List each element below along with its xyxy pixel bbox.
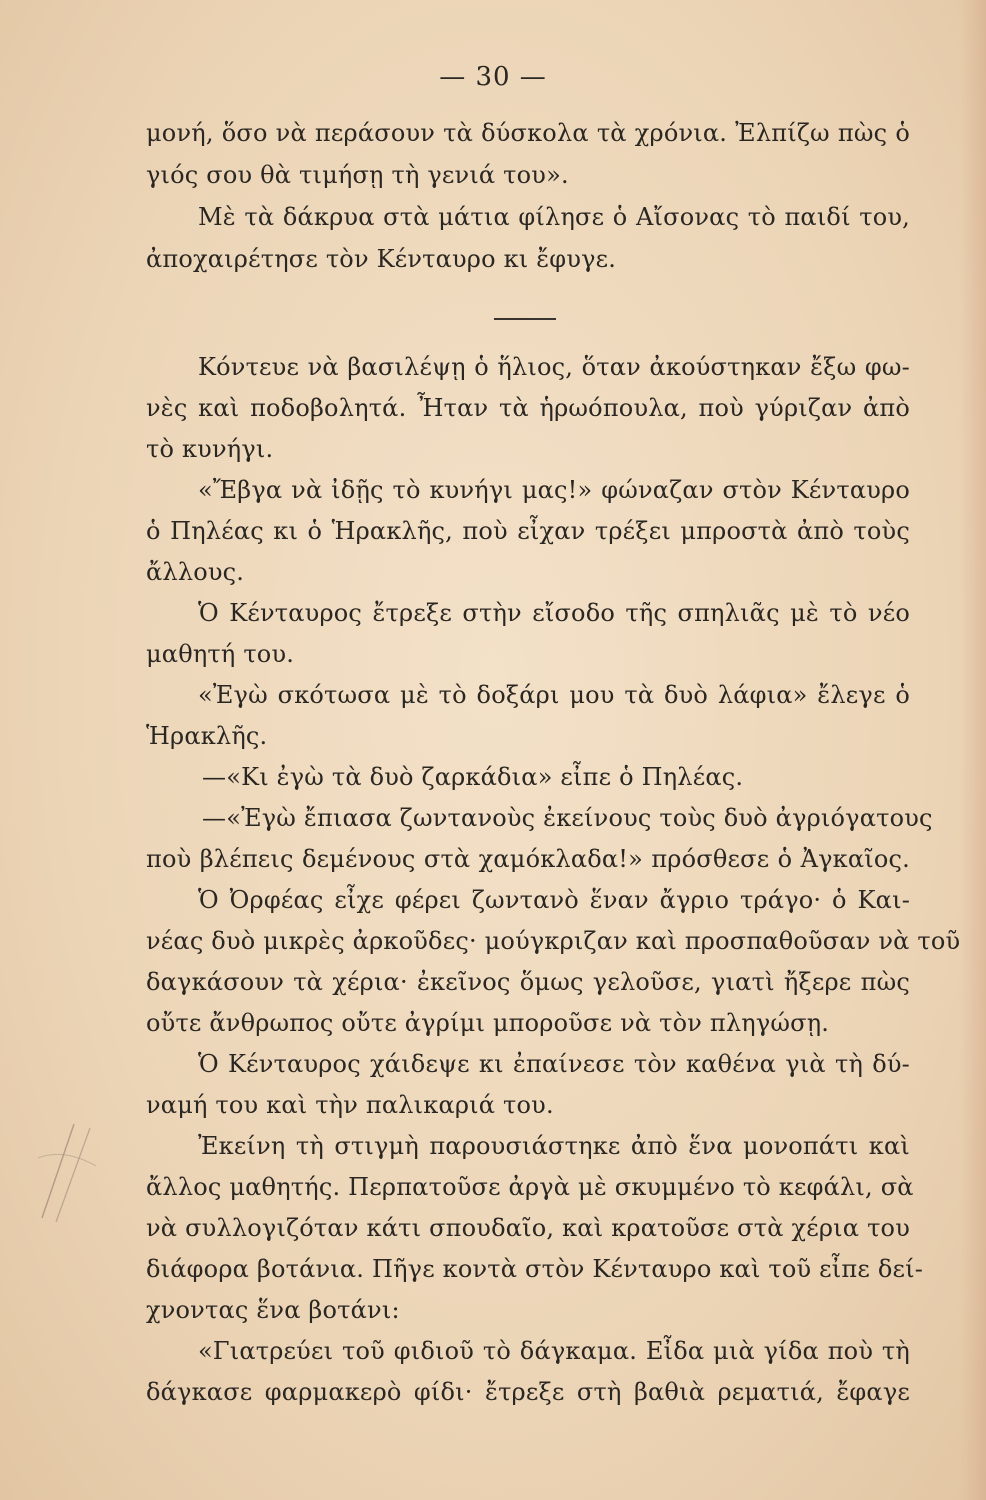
text-line: μονή, ὅσο νὰ περάσουν τὰ δύσκολα τὰ χρόνια. Ἐλπίζω πὼς ὁ (146, 119, 910, 147)
text-line: ναμή του καὶ τὴν παλικαριά του. (146, 1091, 554, 1119)
text-line: ὁ Πηλέας κι ὁ Ἡρακλῆς, ποὺ εἶχαν τρέξει μπροστὰ ἀπὸ τοὺς (146, 517, 910, 545)
section-divider (494, 318, 556, 320)
text-line: οὔτε ἄνθρωπος οὔτε ἀγρίμι μποροῦσε νὰ τὸν πληγώσῃ. (146, 1009, 830, 1037)
text-line: Ὁ Κένταυρος χάιδεψε κι ἐπαίνεσε τὸν καθένα γιὰ τὴ δύ- (198, 1050, 910, 1078)
text-line: «Γιατρεύει τοῦ φιδιοῦ τὸ δάγκαμα. Εἶδα μιὰ γίδα ποὺ τὴ (198, 1337, 910, 1365)
text-line: ποὺ βλέπεις δεμένους στὰ χαμόκλαδα!» πρόσθεσε ὁ Ἀγκαῖος. (146, 845, 910, 873)
text-line: —«Ἐγὼ ἔπιασα ζωντανοὺς ἐκείνους τοὺς δυὸ ἀγριόγατους (202, 804, 933, 832)
text-line: νὰ συλλογιζόταν κάτι σπουδαῖο, καὶ κρατοῦσε στὰ χέρια του (146, 1214, 910, 1242)
text-line: —«Κι ἐγὼ τὰ δυὸ ζαρκάδια» εἶπε ὁ Πηλέας. (202, 763, 744, 791)
text-line: Ὁ Κένταυρος ἔτρεξε στὴν εἴσοδο τῆς σπηλιᾶς μὲ τὸ νέο (198, 599, 910, 627)
text-line: Μὲ τὰ δάκρυα στὰ μάτια φίλησε ὁ Αἴσονας τὸ παιδί του, (198, 203, 910, 231)
text-line: δάγκασε φαρμακερὸ φίδι· ἔτρεξε στὴ βαθιὰ ρεματιά, ἔφαγε (146, 1378, 910, 1406)
page-edge-shadow (960, 0, 986, 1500)
text-line: διάφορα βοτάνια. Πῆγε κοντὰ στὸν Κένταυρο καὶ τοῦ εἶπε δεί- (146, 1255, 924, 1283)
page-number: — 30 — (439, 62, 547, 92)
text-line: Κόντευε νὰ βασιλέψῃ ὁ ἥλιος, ὅταν ἀκούστηκαν ἔξω φω- (198, 353, 910, 381)
pencil-mark (34, 1118, 104, 1228)
text-line: νέας δυὸ μικρὲς ἀρκοῦδες· μούγκριζαν καὶ προσπαθοῦσαν νὰ τοῦ (146, 927, 961, 955)
text-line: τὸ κυνήγι. (146, 435, 274, 463)
text-line: Ἡρακλῆς. (146, 722, 268, 750)
text-line: χνοντας ἕνα βοτάνι: (146, 1296, 400, 1324)
text-line: «Ἐγὼ σκότωσα μὲ τὸ δοξάρι μου τὰ δυὸ λάφια» ἔλεγε ὁ (198, 681, 910, 709)
text-line: «Ἔβγα νὰ ἰδῇς τὸ κυνήγι μας!» φώναζαν στὸν Κένταυρο (198, 476, 910, 504)
text-line: δαγκάσουν τὰ χέρια· ἐκεῖνος ὅμως γελοῦσε, γιατὶ ἤξερε πὼς (146, 968, 910, 996)
text-line: ἀποχαιρέτησε τὸν Κένταυρο κι ἔφυγε. (146, 245, 617, 273)
text-line: Ἐκείνη τὴ στιγμὴ παρουσιάστηκε ἀπὸ ἕνα μονοπάτι καὶ (198, 1132, 910, 1160)
text-line: μαθητή του. (146, 640, 295, 668)
text-line: νὲς καὶ ποδοβολητά. Ἦταν τὰ ἡρωόπουλα, ποὺ γύριζαν ἀπὸ (146, 394, 910, 422)
text-line: Ὁ Ὀρφέας εἶχε φέρει ζωντανὸ ἕναν ἄγριο τράγο· ὁ Και- (198, 886, 910, 914)
text-line: ἄλλους. (146, 558, 245, 586)
text-line: γιός σου θὰ τιμήσῃ τὴ γενιά του». (146, 161, 569, 189)
text-line: ἄλλος μαθητής. Περπατοῦσε ἀργὰ μὲ σκυμμένο τὸ κεφάλι, σὰ (146, 1173, 914, 1201)
